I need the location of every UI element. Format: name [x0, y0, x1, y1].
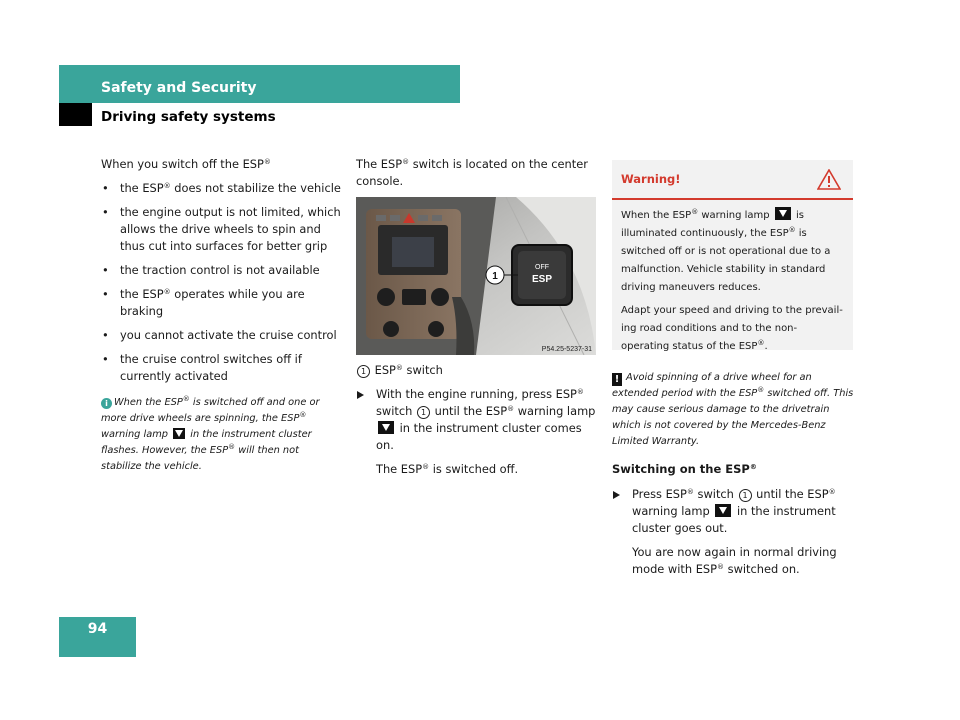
esp-warning-lamp-icon	[378, 421, 394, 434]
intro-text: When you switch off the ESP®	[101, 157, 271, 171]
step-switch-off: With the engine running, press ESP® switch 1 until the ESP® warning lamp in the instrument cluster comes on.	[356, 386, 598, 454]
warning-text-2: Adapt your speed and driving to the prevail-ing road conditions and to the non-operating status of the ESP®.	[621, 305, 843, 352]
info-note: i When the ESP® is switched off and one or more drive wheels are spinning, the ESP® warning lamp in the instrument cluster flashes. However, the ESP® will then not stabilize the vehicle.	[101, 395, 320, 472]
result-switched-off: The ESP® is switched off.	[376, 462, 519, 476]
section-title: Safety and Security	[101, 80, 257, 96]
button-esp-label: ESP	[531, 274, 553, 285]
warning-box	[612, 160, 853, 350]
result-switched-on: You are now again in normal driving mode with ESP® switched on.	[632, 545, 837, 576]
middle-steps	[356, 362, 598, 478]
list-item: • the cruise control switches off if currently activated	[101, 351, 343, 385]
photo-code: P54.25-5237-31	[541, 346, 592, 353]
damage-notice: ! Avoid spinning of a drive wheel for an extended period with the ESP® switched off. This may cause serious damage to the drivetrain which is not covered by the Mercedes-Benz Limited Warranty.	[612, 372, 854, 447]
switch-on-heading: Switching on the ESP®	[612, 462, 757, 476]
list-item: • you cannot activate the cruise control	[101, 327, 343, 344]
esp-warning-lamp-icon	[715, 504, 731, 517]
list-item: • the ESP® operates while you are braking	[101, 286, 343, 320]
esp-warning-lamp-icon	[173, 428, 185, 439]
esp-warning-lamp-icon	[775, 207, 791, 220]
page-number-box	[59, 617, 136, 657]
middle-intro: The ESP® switch is located on the center console.	[356, 157, 588, 188]
page-number: 94	[87, 621, 108, 637]
step-switch-on: Press ESP® switch 1 until the ESP® warning lamp in the instrument cluster goes out.	[612, 486, 857, 537]
info-icon: i	[101, 398, 112, 409]
list-item: • the ESP® does not stabilize the vehicle	[101, 180, 343, 197]
header-marker	[59, 103, 92, 126]
callout-1: 1	[492, 271, 498, 282]
button-off-label: OFF	[535, 264, 549, 271]
switch-on-steps	[612, 486, 857, 578]
photo-caption: 1 ESP® switch	[356, 362, 598, 379]
center-console-photo	[356, 197, 596, 355]
subsection-title: Driving safety systems	[101, 109, 276, 125]
warning-text-1: When the ESP® warning lamp is illuminated continuously, the ESP® is switched off or is not operational due to a malfunction. Vehicle stability in standard driving maneuvers reduces.	[621, 208, 831, 293]
list-item: • the traction control is not available	[101, 262, 343, 279]
warning-triangle-icon	[817, 169, 841, 190]
exclamation-icon: !	[612, 373, 622, 386]
list-item: • the engine output is not limited, which allows the drive wheels to spin and thus cut into surfaces for better grip	[101, 204, 343, 255]
warning-title: Warning!	[621, 172, 681, 186]
left-column	[101, 156, 343, 385]
